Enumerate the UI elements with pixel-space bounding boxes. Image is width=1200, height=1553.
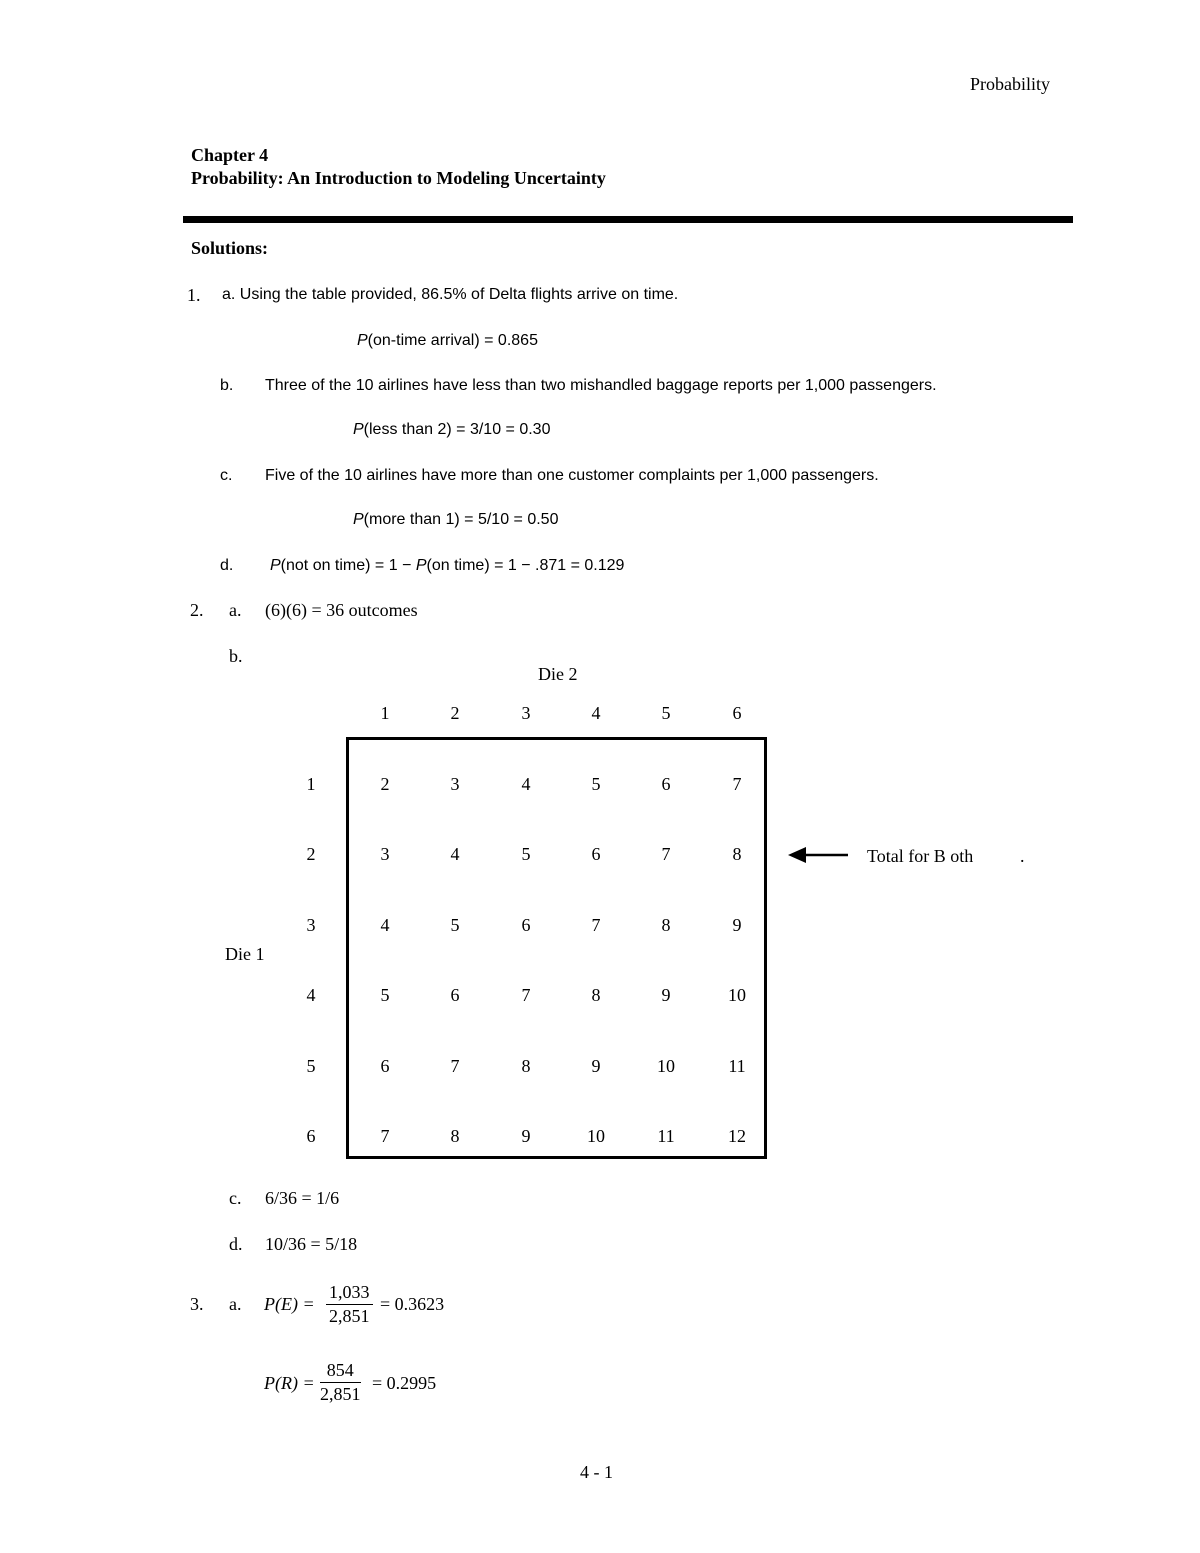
sum-cell: 11 bbox=[728, 1056, 746, 1076]
sum-cell: 8 bbox=[450, 1126, 460, 1146]
sum-cell: 6 bbox=[661, 774, 671, 794]
page-number: 4 - 1 bbox=[580, 1462, 613, 1482]
pe-result: = 0.3623 bbox=[380, 1294, 445, 1314]
pr-fraction bbox=[320, 1360, 361, 1405]
pe-lhs: P(E) = bbox=[264, 1294, 315, 1314]
q1b-label: b. bbox=[220, 377, 234, 394]
total-callout-label: Total for B oth bbox=[867, 846, 974, 866]
column-header: 3 bbox=[521, 703, 531, 723]
sum-cell: 9 bbox=[732, 915, 742, 935]
sum-cell: 2 bbox=[380, 774, 390, 794]
q1b-text: Three of the 10 airlines have less than two mishandled baggage reports per 1,000 passengers. bbox=[265, 377, 937, 394]
q1-number: 1. bbox=[187, 285, 201, 305]
sum-cell: 9 bbox=[661, 985, 671, 1005]
q2a-text: (6)(6) = 36 outcomes bbox=[265, 600, 418, 620]
sum-cell: 3 bbox=[450, 774, 460, 794]
sum-cell: 6 bbox=[591, 844, 601, 864]
sum-cell: 6 bbox=[450, 985, 460, 1005]
row-header: 2 bbox=[306, 844, 316, 864]
sum-cell: 8 bbox=[521, 1056, 531, 1076]
q2c-label: c. bbox=[229, 1188, 242, 1208]
sum-table-border bbox=[346, 737, 767, 1159]
total-callout-period: . bbox=[1020, 846, 1025, 866]
sum-cell: 6 bbox=[521, 915, 531, 935]
chapter-title: Probability: An Introduction to Modeling Uncertainty bbox=[191, 168, 606, 188]
sum-cell: 4 bbox=[380, 915, 390, 935]
q1c-equation: P(more than 1) = 5/10 = 0.50 bbox=[353, 511, 559, 528]
sum-cell: 9 bbox=[591, 1056, 601, 1076]
row-header: 4 bbox=[306, 985, 316, 1005]
q2d-label: d. bbox=[229, 1234, 243, 1254]
sum-cell: 8 bbox=[732, 844, 742, 864]
pr-lhs: P(R) = bbox=[264, 1373, 315, 1393]
row-header: 3 bbox=[306, 915, 316, 935]
sum-cell: 5 bbox=[521, 844, 531, 864]
pr-numerator: 854 bbox=[320, 1360, 361, 1383]
q1a-text: a. Using the table provided, 86.5% of Delta flights arrive on time. bbox=[222, 286, 679, 303]
pe-fraction bbox=[326, 1282, 373, 1327]
sum-cell: 4 bbox=[450, 844, 460, 864]
sum-cell: 7 bbox=[661, 844, 671, 864]
column-header: 6 bbox=[732, 703, 742, 723]
pe-denominator: 2,851 bbox=[329, 1306, 370, 1326]
row-header: 1 bbox=[306, 774, 316, 794]
q2c-text: 6/36 = 1/6 bbox=[265, 1188, 340, 1208]
sum-cell: 3 bbox=[380, 844, 390, 864]
row-header: 6 bbox=[306, 1126, 316, 1146]
sum-cell: 8 bbox=[591, 985, 601, 1005]
sum-cell: 6 bbox=[380, 1056, 390, 1076]
q3-number: 3. bbox=[190, 1294, 204, 1314]
solutions-heading: Solutions: bbox=[191, 238, 269, 258]
q2d-text: 10/36 = 5/18 bbox=[265, 1234, 358, 1254]
chapter-number: Chapter 4 bbox=[191, 145, 269, 165]
pe-numerator: 1,033 bbox=[326, 1282, 373, 1305]
q1b-equation: P(less than 2) = 3/10 = 0.30 bbox=[353, 421, 551, 438]
heading-rule bbox=[183, 216, 1073, 223]
q3a-label: a. bbox=[229, 1294, 242, 1314]
sum-cell: 7 bbox=[521, 985, 531, 1005]
q2b-label: b. bbox=[229, 646, 243, 666]
die1-label: Die 1 bbox=[225, 944, 265, 964]
pr-denominator: 2,851 bbox=[320, 1384, 361, 1404]
sum-cell: 12 bbox=[728, 1126, 746, 1146]
q2-number: 2. bbox=[190, 600, 204, 620]
sum-cell: 5 bbox=[380, 985, 390, 1005]
sum-cell: 10 bbox=[657, 1056, 675, 1076]
sum-cell: 7 bbox=[450, 1056, 460, 1076]
q1c-label: c. bbox=[220, 467, 233, 484]
pr-result: = 0.2995 bbox=[372, 1373, 437, 1393]
sum-cell: 7 bbox=[380, 1126, 390, 1146]
sum-cell: 11 bbox=[657, 1126, 675, 1146]
q1d-equation: P(not on time) = 1 − P(on time) = 1 − .871 = 0.129 bbox=[270, 557, 625, 574]
sum-cell: 9 bbox=[521, 1126, 531, 1146]
row-header: 5 bbox=[306, 1056, 316, 1076]
sum-cell: 7 bbox=[732, 774, 742, 794]
running-header: Probability bbox=[970, 74, 1050, 94]
sum-cell: 10 bbox=[728, 985, 746, 1005]
column-header: 1 bbox=[380, 703, 390, 723]
column-header: 2 bbox=[450, 703, 460, 723]
q2a-label: a. bbox=[229, 600, 242, 620]
column-header: 4 bbox=[591, 703, 601, 723]
sum-cell: 5 bbox=[450, 915, 460, 935]
q1d-label: d. bbox=[220, 557, 234, 574]
column-header: 5 bbox=[661, 703, 671, 723]
sum-cell: 10 bbox=[587, 1126, 605, 1146]
sum-cell: 5 bbox=[591, 774, 601, 794]
sum-cell: 8 bbox=[661, 915, 671, 935]
q1c-text: Five of the 10 airlines have more than one customer complaints per 1,000 passengers. bbox=[265, 467, 879, 484]
die2-label: Die 2 bbox=[538, 664, 578, 684]
q1a-equation: P(on-time arrival) = 0.865 bbox=[357, 332, 538, 349]
sum-cell: 4 bbox=[521, 774, 531, 794]
sum-cell: 7 bbox=[591, 915, 601, 935]
left-arrow-icon bbox=[786, 845, 850, 865]
